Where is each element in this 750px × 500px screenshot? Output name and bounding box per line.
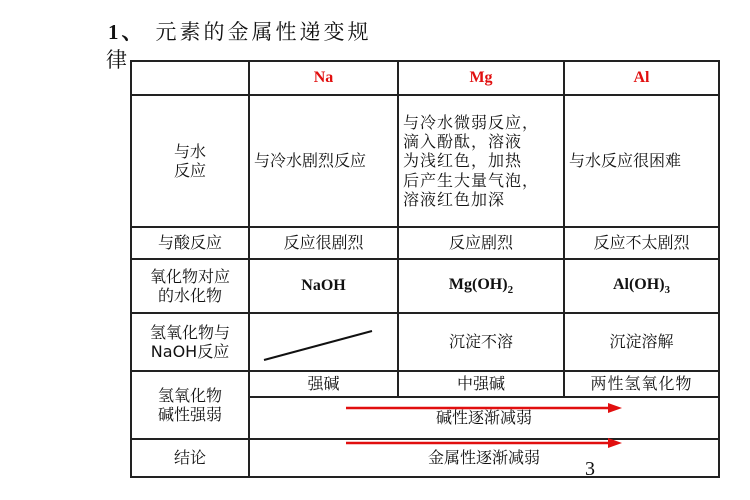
- cell-water-mg: [398, 95, 564, 227]
- row-label-basicity: [131, 371, 249, 439]
- row-label-line: 氧化物对应: [149, 266, 230, 286]
- desc-line: 滴入酚酞，溶液: [403, 132, 523, 152]
- cell-basicity-al: 两性氢氧化物: [564, 371, 719, 397]
- row-label-line: 与水: [173, 141, 206, 161]
- header-al: Al: [564, 61, 719, 95]
- row-label-line: 的水化物: [157, 286, 222, 305]
- cell-acid-al: 反应不太剧烈: [564, 227, 719, 259]
- cell-acid-mg: 反应剧烈: [398, 227, 564, 259]
- no-reaction-slash: [262, 328, 374, 362]
- table-row-water: [131, 95, 719, 227]
- row-label-conclusion: 结论: [131, 439, 249, 477]
- cell-acid-na: 反应很剧烈: [249, 227, 398, 259]
- formula-subscript: 2: [507, 283, 514, 296]
- cell-hydrate-na: NaOH: [249, 259, 398, 313]
- section-title: 元素的金属性递变规: [155, 20, 372, 44]
- page-number: 3: [585, 458, 595, 480]
- cell-conclusion: 金属性逐渐减弱: [249, 439, 719, 477]
- row-label-line: 反应: [173, 161, 206, 180]
- header-mg: Mg: [398, 61, 564, 95]
- row-label-acid: 与酸反应: [131, 227, 249, 259]
- formula-base: Mg(OH): [448, 275, 508, 293]
- desc-line: 与冷水微弱反应，: [403, 113, 540, 133]
- cell-naoh-al: 沉淀溶解: [564, 313, 719, 371]
- table-row-hydrate: [131, 259, 719, 313]
- cell-naoh-mg: 沉淀不溶: [398, 313, 564, 371]
- comparison-table: [130, 60, 720, 478]
- table-row-basicity: [131, 371, 719, 397]
- cell-basicity-mg: 中强碱: [398, 371, 564, 397]
- section-number: 1、: [108, 20, 146, 44]
- desc-line: 为浅红色，加热: [403, 151, 523, 171]
- header-corner-cell: [131, 61, 249, 95]
- row-label-line: 碱性强弱: [157, 405, 222, 424]
- metallicity-trend-arrow: [346, 436, 622, 450]
- row-label-naoh: [131, 313, 249, 371]
- cell-water-na: 与冷水剧烈反应: [249, 95, 398, 227]
- row-label-line: 氢氧化物: [157, 385, 222, 405]
- row-label-hydrate: [131, 259, 249, 313]
- cell-water-al: 与水反应很困难: [564, 95, 719, 227]
- desc-line: 后产生大量气泡，: [403, 170, 540, 190]
- cell-hydrate-al: [564, 259, 719, 313]
- desc-line: 溶液红色加深: [403, 189, 506, 209]
- table-header-row: [131, 61, 719, 95]
- row-label-water: [131, 95, 249, 227]
- row-label-line: 氢氧化物与: [149, 322, 230, 342]
- section-title-continued: 律: [106, 48, 127, 72]
- table-row-naoh: [131, 313, 719, 371]
- cell-basicity-na: 强碱: [249, 371, 398, 397]
- cell-basicity-trend: 碱性逐渐减弱: [249, 397, 719, 439]
- basicity-trend-arrow: [346, 401, 622, 415]
- formula-subscript: 3: [664, 283, 671, 296]
- formula-base: Al(OH): [612, 275, 665, 293]
- cell-hydrate-mg: [398, 259, 564, 313]
- section-heading: [108, 16, 372, 46]
- header-na: Na: [249, 61, 398, 95]
- row-label-line: NaOH反应: [150, 342, 230, 361]
- table-row-acid: [131, 227, 719, 259]
